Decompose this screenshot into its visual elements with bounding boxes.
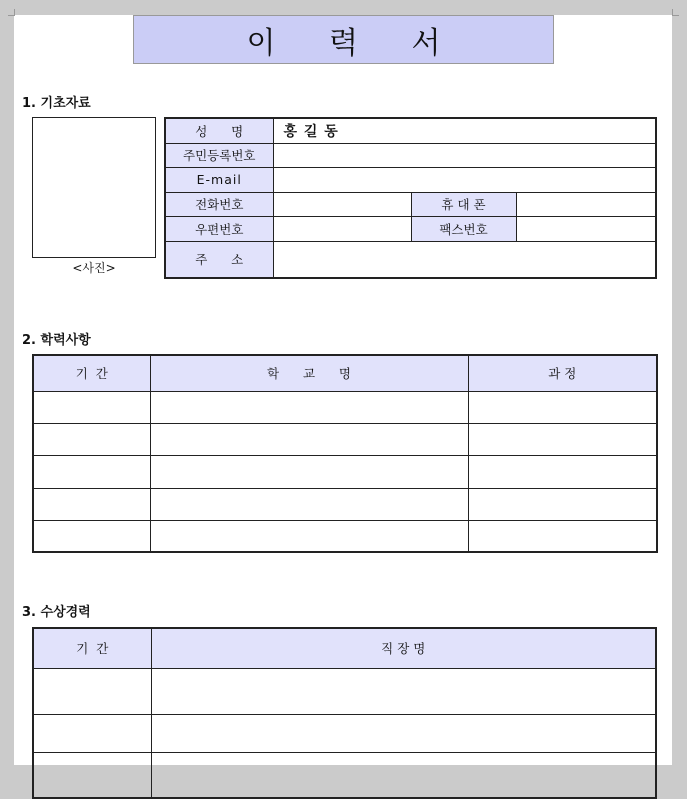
photo-placeholder[interactable] [32,117,156,258]
column-header-course: 과 정 [468,355,657,391]
table-row [33,391,657,423]
mobile-field[interactable] [516,192,656,216]
education-table [32,354,658,553]
course-cell[interactable] [468,391,657,423]
school-cell[interactable] [150,455,468,488]
postal-field[interactable] [273,216,411,241]
email-field[interactable] [273,167,656,192]
page-corner-mark [672,9,679,16]
photo-caption: <사진> [72,261,116,275]
document-title: 이 력 서 [133,15,554,64]
school-cell[interactable] [150,423,468,455]
school-cell[interactable] [150,520,468,552]
table-row [33,455,657,488]
period-cell[interactable] [33,714,151,752]
label-phone: 전화번호 [165,192,273,216]
period-cell[interactable] [33,668,151,714]
label-mobile: 휴 대 폰 [411,192,516,216]
period-cell[interactable] [33,520,150,552]
label-name: 성 명 [165,118,273,143]
label-email: E-mail [165,167,273,192]
table-row [33,488,657,520]
label-fax: 팩스번호 [411,216,516,241]
table-row [33,423,657,455]
workplace-cell[interactable] [151,714,656,752]
column-header-school: 학 교 명 [150,355,468,391]
basic-info-table [164,117,657,279]
table-row [33,714,656,752]
school-cell[interactable] [150,488,468,520]
address-field[interactable] [273,241,656,278]
label-address: 주 소 [165,241,273,278]
name-field[interactable]: 홍 길 동 [273,118,656,143]
table-row [33,520,657,552]
period-cell[interactable] [33,752,151,798]
period-cell[interactable] [33,391,150,423]
table-row [33,752,656,798]
resident-no-field[interactable] [273,143,656,167]
phone-field[interactable] [273,192,411,216]
column-header-period: 기 간 [33,628,151,668]
course-cell[interactable] [468,423,657,455]
course-cell[interactable] [468,520,657,552]
page-corner-mark [8,9,15,16]
period-cell[interactable] [33,488,150,520]
period-cell[interactable] [33,455,150,488]
section-heading-education: 2. 학력사항 [22,333,91,348]
column-header-period: 기 간 [33,355,150,391]
period-cell[interactable] [33,423,150,455]
course-cell[interactable] [468,488,657,520]
label-postal: 우편번호 [165,216,273,241]
label-resident-no: 주민등록번호 [165,143,273,167]
fax-field[interactable] [516,216,656,241]
course-cell[interactable] [468,455,657,488]
table-row [33,668,656,714]
school-cell[interactable] [150,391,468,423]
section-heading-basic: 1. 기초자료 [22,96,91,111]
section-heading-awards: 3. 수상경력 [22,605,91,620]
awards-table [32,627,657,799]
workplace-cell[interactable] [151,752,656,798]
column-header-workplace: 직 장 명 [151,628,656,668]
workplace-cell[interactable] [151,668,656,714]
